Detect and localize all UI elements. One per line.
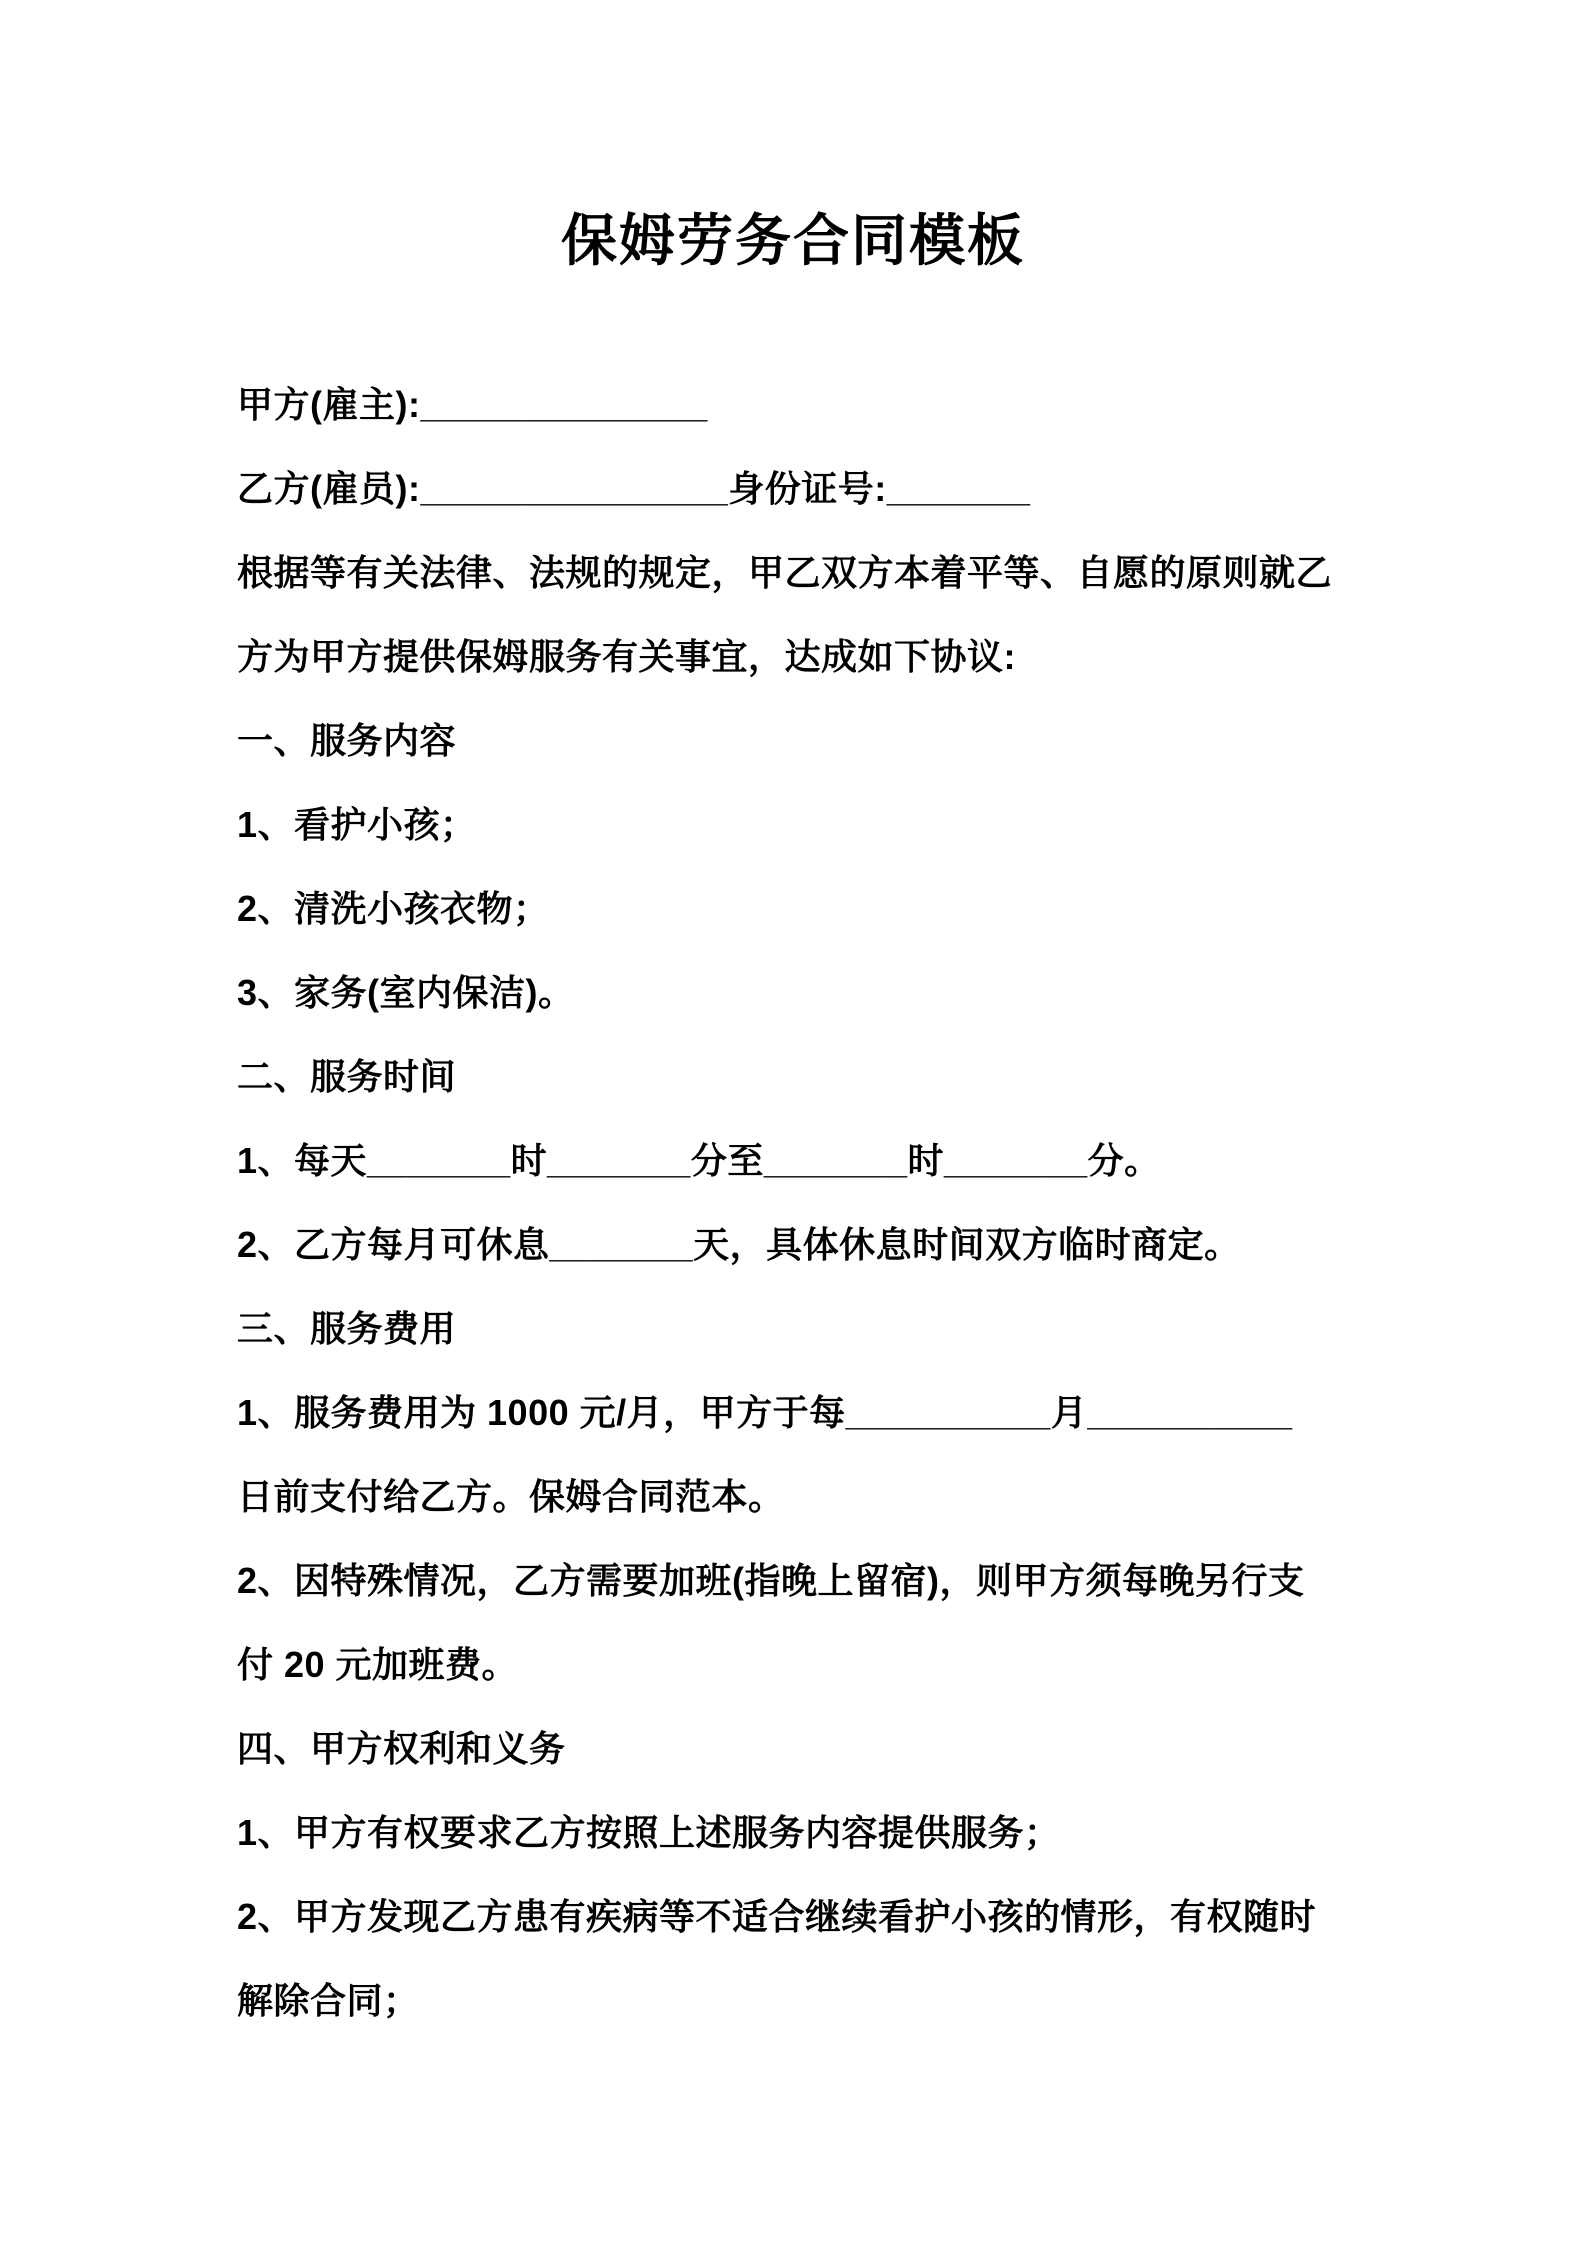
- section-3-item-2-line-1: 2、因特殊情况，乙方需要加班(指晚上留宿)，则甲方须每晚另行支: [237, 1559, 1305, 1601]
- section-1-item-3: 3、家务(室内保洁)。: [237, 971, 575, 1013]
- section-4-item-2-line-1: 2、甲方发现乙方患有疾病等不适合继续看护小孩的情形，有权随时: [237, 1895, 1317, 1937]
- document-body: [237, 360, 1437, 2040]
- section-3-heading: 三、服务费用: [237, 1307, 457, 1349]
- section-1-item-1: 1、看护小孩；: [237, 803, 477, 845]
- section-1-heading: 一、服务内容: [237, 719, 457, 761]
- section-2-item-2: 2、乙方每月可休息_______天，具体休息时间双方临时商定。: [237, 1223, 1241, 1265]
- preamble-line-1: 根据等有关法律、法规的规定，甲乙双方本着平等、自愿的原则就乙: [237, 551, 1333, 593]
- section-2-item-1: 1、每天_______时_______分至_______时_______分。: [237, 1139, 1161, 1181]
- section-4-item-1: 1、甲方有权要求乙方按照上述服务内容提供服务；: [237, 1811, 1061, 1853]
- section-3-item-1-line-2: 日前支付给乙方。保姆合同范本。: [237, 1475, 785, 1517]
- section-4-heading: 四、甲方权利和义务: [237, 1727, 566, 1769]
- party-b-line: 乙方(雇员):_______________身份证号:_______: [237, 467, 1031, 509]
- section-3-item-2-line-2: 付 20 元加班费。: [237, 1643, 519, 1685]
- section-3-item-1-line-1: 1、服务费用为 1000 元/月，甲方于每__________月__________: [237, 1391, 1293, 1433]
- section-1-item-2: 2、清洗小孩衣物；: [237, 887, 550, 929]
- party-a-line: 甲方(雇主):______________: [237, 383, 708, 425]
- section-4-item-2-line-2: 解除合同；: [237, 1979, 420, 2021]
- document-title: 保姆劳务合同模板: [561, 209, 1025, 272]
- preamble-line-2: 方为甲方提供保姆服务有关事宜，达成如下协议:: [237, 635, 1016, 677]
- section-2-heading: 二、服务时间: [237, 1055, 457, 1097]
